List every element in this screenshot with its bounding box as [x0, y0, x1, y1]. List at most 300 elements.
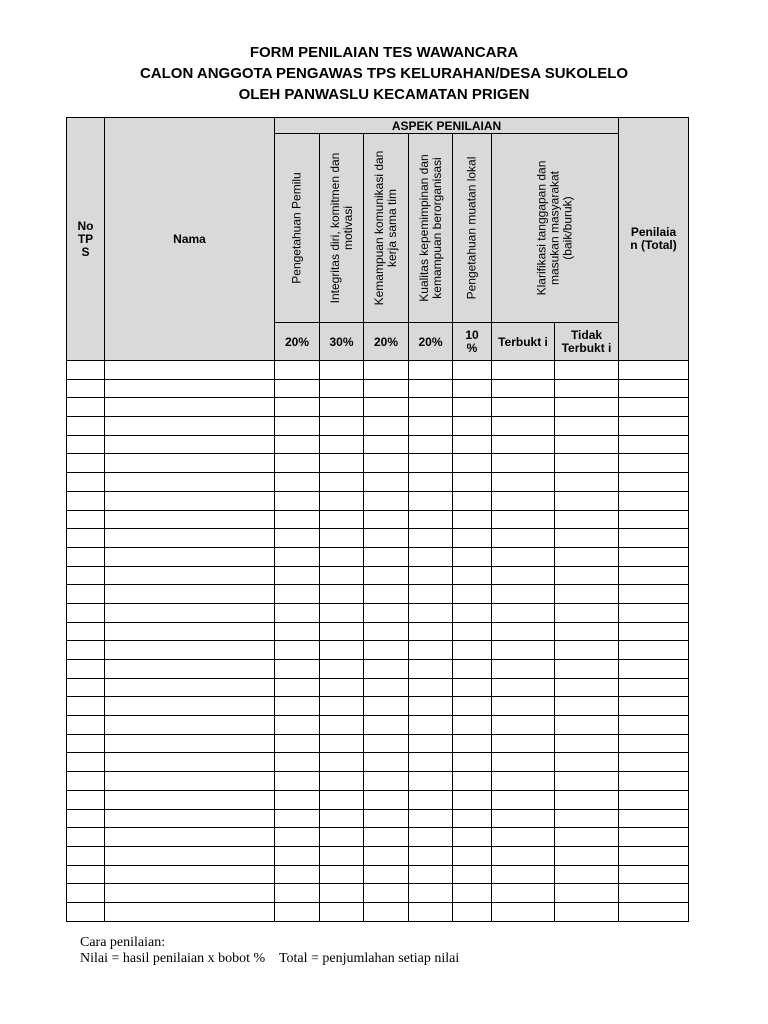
table-cell[interactable]: [105, 379, 275, 398]
table-cell[interactable]: [453, 491, 492, 510]
table-cell[interactable]: [409, 641, 453, 660]
table-cell[interactable]: [619, 473, 689, 492]
table-cell[interactable]: [105, 884, 275, 903]
table-cell[interactable]: [364, 846, 409, 865]
table-cell[interactable]: [619, 846, 689, 865]
table-cell[interactable]: [320, 603, 364, 622]
table-cell[interactable]: [320, 473, 364, 492]
table-cell[interactable]: [364, 716, 409, 735]
table-cell[interactable]: [67, 361, 105, 380]
table-cell[interactable]: [453, 454, 492, 473]
table-cell[interactable]: [275, 846, 320, 865]
table-cell[interactable]: [619, 865, 689, 884]
table-cell[interactable]: [555, 473, 619, 492]
table-cell[interactable]: [364, 454, 409, 473]
table-cell[interactable]: [67, 491, 105, 510]
table-cell[interactable]: [555, 828, 619, 847]
table-cell[interactable]: [320, 379, 364, 398]
table-cell[interactable]: [320, 454, 364, 473]
table-cell[interactable]: [105, 865, 275, 884]
table-cell[interactable]: [619, 660, 689, 679]
table-cell[interactable]: [555, 772, 619, 791]
table-cell[interactable]: [492, 547, 555, 566]
table-cell[interactable]: [67, 828, 105, 847]
table-cell[interactable]: [555, 435, 619, 454]
table-cell[interactable]: [492, 809, 555, 828]
table-cell[interactable]: [67, 379, 105, 398]
table-cell[interactable]: [275, 622, 320, 641]
table-cell[interactable]: [105, 435, 275, 454]
table-cell[interactable]: [275, 678, 320, 697]
table-cell[interactable]: [555, 884, 619, 903]
table-cell[interactable]: [67, 846, 105, 865]
table-cell[interactable]: [409, 473, 453, 492]
table-cell[interactable]: [453, 660, 492, 679]
table-cell[interactable]: [619, 734, 689, 753]
table-cell[interactable]: [320, 734, 364, 753]
table-cell[interactable]: [105, 361, 275, 380]
table-cell[interactable]: [619, 678, 689, 697]
table-cell[interactable]: [409, 809, 453, 828]
table-cell[interactable]: [105, 454, 275, 473]
table-cell[interactable]: [619, 491, 689, 510]
table-cell[interactable]: [492, 566, 555, 585]
table-cell[interactable]: [67, 809, 105, 828]
table-cell[interactable]: [67, 734, 105, 753]
table-cell[interactable]: [67, 753, 105, 772]
table-cell[interactable]: [555, 716, 619, 735]
table-cell[interactable]: [105, 734, 275, 753]
table-cell[interactable]: [492, 902, 555, 921]
table-cell[interactable]: [105, 716, 275, 735]
table-cell[interactable]: [555, 697, 619, 716]
table-cell[interactable]: [555, 846, 619, 865]
table-cell[interactable]: [67, 603, 105, 622]
table-cell[interactable]: [320, 510, 364, 529]
table-cell[interactable]: [453, 417, 492, 436]
table-cell[interactable]: [492, 846, 555, 865]
table-cell[interactable]: [275, 603, 320, 622]
table-cell[interactable]: [275, 734, 320, 753]
table-cell[interactable]: [555, 790, 619, 809]
table-cell[interactable]: [409, 865, 453, 884]
table-cell[interactable]: [67, 473, 105, 492]
table-cell[interactable]: [67, 902, 105, 921]
table-cell[interactable]: [453, 790, 492, 809]
table-cell[interactable]: [409, 716, 453, 735]
table-cell[interactable]: [555, 529, 619, 548]
table-cell[interactable]: [320, 417, 364, 436]
table-cell[interactable]: [320, 753, 364, 772]
table-cell[interactable]: [320, 398, 364, 417]
table-cell[interactable]: [555, 361, 619, 380]
table-cell[interactable]: [67, 398, 105, 417]
table-cell[interactable]: [105, 641, 275, 660]
table-cell[interactable]: [320, 660, 364, 679]
table-cell[interactable]: [67, 417, 105, 436]
table-cell[interactable]: [492, 828, 555, 847]
table-cell[interactable]: [453, 566, 492, 585]
table-cell[interactable]: [453, 379, 492, 398]
table-cell[interactable]: [409, 547, 453, 566]
table-cell[interactable]: [275, 491, 320, 510]
table-cell[interactable]: [364, 734, 409, 753]
table-cell[interactable]: [619, 603, 689, 622]
table-cell[interactable]: [364, 417, 409, 436]
table-cell[interactable]: [105, 585, 275, 604]
table-cell[interactable]: [275, 641, 320, 660]
table-cell[interactable]: [555, 641, 619, 660]
table-cell[interactable]: [619, 790, 689, 809]
table-cell[interactable]: [453, 902, 492, 921]
table-cell[interactable]: [364, 491, 409, 510]
table-cell[interactable]: [67, 585, 105, 604]
table-cell[interactable]: [67, 435, 105, 454]
table-cell[interactable]: [364, 865, 409, 884]
table-cell[interactable]: [619, 379, 689, 398]
table-cell[interactable]: [619, 547, 689, 566]
table-cell[interactable]: [320, 529, 364, 548]
table-cell[interactable]: [105, 809, 275, 828]
table-cell[interactable]: [409, 697, 453, 716]
table-cell[interactable]: [409, 529, 453, 548]
table-cell[interactable]: [320, 361, 364, 380]
table-cell[interactable]: [492, 529, 555, 548]
table-cell[interactable]: [364, 622, 409, 641]
table-cell[interactable]: [453, 641, 492, 660]
table-cell[interactable]: [555, 678, 619, 697]
table-cell[interactable]: [555, 622, 619, 641]
table-cell[interactable]: [409, 734, 453, 753]
table-cell[interactable]: [320, 641, 364, 660]
table-cell[interactable]: [67, 660, 105, 679]
table-cell[interactable]: [409, 510, 453, 529]
table-cell[interactable]: [492, 454, 555, 473]
table-cell[interactable]: [409, 585, 453, 604]
table-cell[interactable]: [67, 884, 105, 903]
table-cell[interactable]: [453, 865, 492, 884]
table-cell[interactable]: [453, 772, 492, 791]
table-cell[interactable]: [275, 417, 320, 436]
table-cell[interactable]: [67, 790, 105, 809]
table-cell[interactable]: [320, 585, 364, 604]
table-cell[interactable]: [453, 884, 492, 903]
table-cell[interactable]: [275, 473, 320, 492]
table-cell[interactable]: [619, 809, 689, 828]
table-cell[interactable]: [320, 491, 364, 510]
table-cell[interactable]: [320, 435, 364, 454]
table-cell[interactable]: [320, 902, 364, 921]
table-cell[interactable]: [409, 417, 453, 436]
table-cell[interactable]: [409, 454, 453, 473]
table-cell[interactable]: [275, 454, 320, 473]
table-cell[interactable]: [320, 678, 364, 697]
table-cell[interactable]: [364, 361, 409, 380]
table-cell[interactable]: [105, 473, 275, 492]
table-cell[interactable]: [320, 772, 364, 791]
table-cell[interactable]: [409, 379, 453, 398]
table-cell[interactable]: [105, 529, 275, 548]
table-cell[interactable]: [275, 361, 320, 380]
table-cell[interactable]: [275, 790, 320, 809]
table-cell[interactable]: [320, 697, 364, 716]
table-cell[interactable]: [320, 884, 364, 903]
table-cell[interactable]: [619, 566, 689, 585]
table-cell[interactable]: [409, 846, 453, 865]
table-cell[interactable]: [105, 772, 275, 791]
table-cell[interactable]: [320, 547, 364, 566]
table-cell[interactable]: [67, 622, 105, 641]
table-cell[interactable]: [275, 398, 320, 417]
table-cell[interactable]: [555, 809, 619, 828]
table-cell[interactable]: [67, 547, 105, 566]
table-cell[interactable]: [619, 417, 689, 436]
table-cell[interactable]: [453, 603, 492, 622]
table-cell[interactable]: [320, 809, 364, 828]
table-cell[interactable]: [105, 398, 275, 417]
table-cell[interactable]: [364, 809, 409, 828]
table-cell[interactable]: [492, 361, 555, 380]
table-cell[interactable]: [275, 510, 320, 529]
table-cell[interactable]: [453, 697, 492, 716]
table-cell[interactable]: [619, 641, 689, 660]
table-cell[interactable]: [619, 902, 689, 921]
table-cell[interactable]: [409, 361, 453, 380]
table-cell[interactable]: [555, 660, 619, 679]
table-cell[interactable]: [619, 585, 689, 604]
table-cell[interactable]: [492, 865, 555, 884]
table-cell[interactable]: [619, 753, 689, 772]
table-cell[interactable]: [320, 622, 364, 641]
table-cell[interactable]: [555, 603, 619, 622]
table-cell[interactable]: [67, 510, 105, 529]
table-cell[interactable]: [275, 828, 320, 847]
table-cell[interactable]: [555, 585, 619, 604]
table-cell[interactable]: [492, 491, 555, 510]
table-cell[interactable]: [409, 398, 453, 417]
table-cell[interactable]: [105, 790, 275, 809]
table-cell[interactable]: [492, 435, 555, 454]
table-cell[interactable]: [453, 473, 492, 492]
table-cell[interactable]: [105, 622, 275, 641]
table-cell[interactable]: [492, 641, 555, 660]
table-cell[interactable]: [453, 585, 492, 604]
table-cell[interactable]: [555, 753, 619, 772]
table-cell[interactable]: [320, 716, 364, 735]
table-cell[interactable]: [555, 417, 619, 436]
table-cell[interactable]: [619, 361, 689, 380]
table-cell[interactable]: [364, 473, 409, 492]
table-cell[interactable]: [409, 753, 453, 772]
table-cell[interactable]: [275, 753, 320, 772]
table-cell[interactable]: [619, 828, 689, 847]
table-cell[interactable]: [320, 790, 364, 809]
table-cell[interactable]: [275, 660, 320, 679]
table-cell[interactable]: [275, 716, 320, 735]
table-cell[interactable]: [320, 846, 364, 865]
table-cell[interactable]: [105, 828, 275, 847]
table-cell[interactable]: [492, 660, 555, 679]
table-cell[interactable]: [275, 566, 320, 585]
table-cell[interactable]: [105, 678, 275, 697]
table-cell[interactable]: [275, 902, 320, 921]
table-cell[interactable]: [364, 566, 409, 585]
table-cell[interactable]: [555, 510, 619, 529]
table-cell[interactable]: [453, 828, 492, 847]
table-cell[interactable]: [364, 902, 409, 921]
table-cell[interactable]: [364, 884, 409, 903]
table-cell[interactable]: [275, 772, 320, 791]
table-cell[interactable]: [409, 902, 453, 921]
table-cell[interactable]: [105, 603, 275, 622]
table-cell[interactable]: [492, 398, 555, 417]
table-cell[interactable]: [275, 435, 320, 454]
table-cell[interactable]: [555, 454, 619, 473]
table-cell[interactable]: [555, 379, 619, 398]
table-cell[interactable]: [409, 622, 453, 641]
table-cell[interactable]: [275, 884, 320, 903]
table-cell[interactable]: [364, 398, 409, 417]
table-cell[interactable]: [105, 660, 275, 679]
table-cell[interactable]: [67, 865, 105, 884]
table-cell[interactable]: [409, 678, 453, 697]
table-cell[interactable]: [364, 603, 409, 622]
table-cell[interactable]: [453, 753, 492, 772]
table-cell[interactable]: [409, 660, 453, 679]
table-cell[interactable]: [492, 473, 555, 492]
table-cell[interactable]: [555, 734, 619, 753]
table-cell[interactable]: [453, 846, 492, 865]
table-cell[interactable]: [453, 547, 492, 566]
table-cell[interactable]: [320, 566, 364, 585]
table-cell[interactable]: [619, 772, 689, 791]
table-cell[interactable]: [320, 828, 364, 847]
table-cell[interactable]: [619, 622, 689, 641]
table-cell[interactable]: [492, 510, 555, 529]
table-cell[interactable]: [409, 603, 453, 622]
table-cell[interactable]: [409, 772, 453, 791]
table-cell[interactable]: [453, 678, 492, 697]
table-cell[interactable]: [364, 753, 409, 772]
table-cell[interactable]: [619, 697, 689, 716]
table-cell[interactable]: [492, 716, 555, 735]
table-cell[interactable]: [619, 716, 689, 735]
table-cell[interactable]: [492, 379, 555, 398]
table-cell[interactable]: [364, 435, 409, 454]
table-cell[interactable]: [275, 697, 320, 716]
table-cell[interactable]: [619, 398, 689, 417]
table-cell[interactable]: [105, 491, 275, 510]
table-cell[interactable]: [555, 902, 619, 921]
table-cell[interactable]: [492, 585, 555, 604]
table-cell[interactable]: [105, 697, 275, 716]
table-cell[interactable]: [453, 435, 492, 454]
table-cell[interactable]: [364, 660, 409, 679]
table-cell[interactable]: [492, 772, 555, 791]
table-cell[interactable]: [492, 790, 555, 809]
table-cell[interactable]: [409, 828, 453, 847]
table-cell[interactable]: [320, 865, 364, 884]
table-cell[interactable]: [105, 566, 275, 585]
table-cell[interactable]: [619, 529, 689, 548]
table-cell[interactable]: [275, 865, 320, 884]
table-cell[interactable]: [275, 529, 320, 548]
table-cell[interactable]: [275, 585, 320, 604]
table-cell[interactable]: [364, 697, 409, 716]
table-cell[interactable]: [453, 510, 492, 529]
table-cell[interactable]: [105, 846, 275, 865]
table-cell[interactable]: [364, 529, 409, 548]
table-cell[interactable]: [409, 491, 453, 510]
table-cell[interactable]: [409, 790, 453, 809]
table-cell[interactable]: [555, 865, 619, 884]
table-cell[interactable]: [67, 566, 105, 585]
table-cell[interactable]: [409, 435, 453, 454]
table-cell[interactable]: [492, 734, 555, 753]
table-cell[interactable]: [364, 510, 409, 529]
table-cell[interactable]: [492, 697, 555, 716]
table-cell[interactable]: [555, 566, 619, 585]
table-cell[interactable]: [555, 398, 619, 417]
table-cell[interactable]: [364, 641, 409, 660]
table-cell[interactable]: [453, 734, 492, 753]
table-cell[interactable]: [67, 641, 105, 660]
table-cell[interactable]: [453, 361, 492, 380]
table-cell[interactable]: [105, 902, 275, 921]
table-cell[interactable]: [453, 716, 492, 735]
table-cell[interactable]: [105, 510, 275, 529]
table-cell[interactable]: [105, 547, 275, 566]
table-cell[interactable]: [67, 678, 105, 697]
table-cell[interactable]: [275, 379, 320, 398]
table-cell[interactable]: [275, 809, 320, 828]
table-cell[interactable]: [619, 435, 689, 454]
table-cell[interactable]: [492, 622, 555, 641]
table-cell[interactable]: [409, 884, 453, 903]
table-cell[interactable]: [364, 828, 409, 847]
table-cell[interactable]: [67, 529, 105, 548]
table-cell[interactable]: [492, 678, 555, 697]
table-cell[interactable]: [67, 454, 105, 473]
table-cell[interactable]: [409, 566, 453, 585]
table-cell[interactable]: [67, 716, 105, 735]
table-cell[interactable]: [492, 603, 555, 622]
table-cell[interactable]: [492, 753, 555, 772]
table-cell[interactable]: [364, 585, 409, 604]
table-cell[interactable]: [453, 398, 492, 417]
table-cell[interactable]: [67, 772, 105, 791]
table-cell[interactable]: [453, 529, 492, 548]
table-cell[interactable]: [364, 379, 409, 398]
table-cell[interactable]: [275, 547, 320, 566]
table-cell[interactable]: [364, 772, 409, 791]
table-cell[interactable]: [555, 547, 619, 566]
table-cell[interactable]: [364, 547, 409, 566]
table-cell[interactable]: [453, 809, 492, 828]
table-cell[interactable]: [492, 884, 555, 903]
table-cell[interactable]: [364, 790, 409, 809]
table-cell[interactable]: [619, 454, 689, 473]
table-cell[interactable]: [492, 417, 555, 436]
table-cell[interactable]: [67, 697, 105, 716]
table-cell[interactable]: [619, 510, 689, 529]
table-cell[interactable]: [619, 884, 689, 903]
table-cell[interactable]: [453, 622, 492, 641]
table-cell[interactable]: [555, 491, 619, 510]
table-cell[interactable]: [364, 678, 409, 697]
table-cell[interactable]: [105, 417, 275, 436]
table-cell[interactable]: [105, 753, 275, 772]
